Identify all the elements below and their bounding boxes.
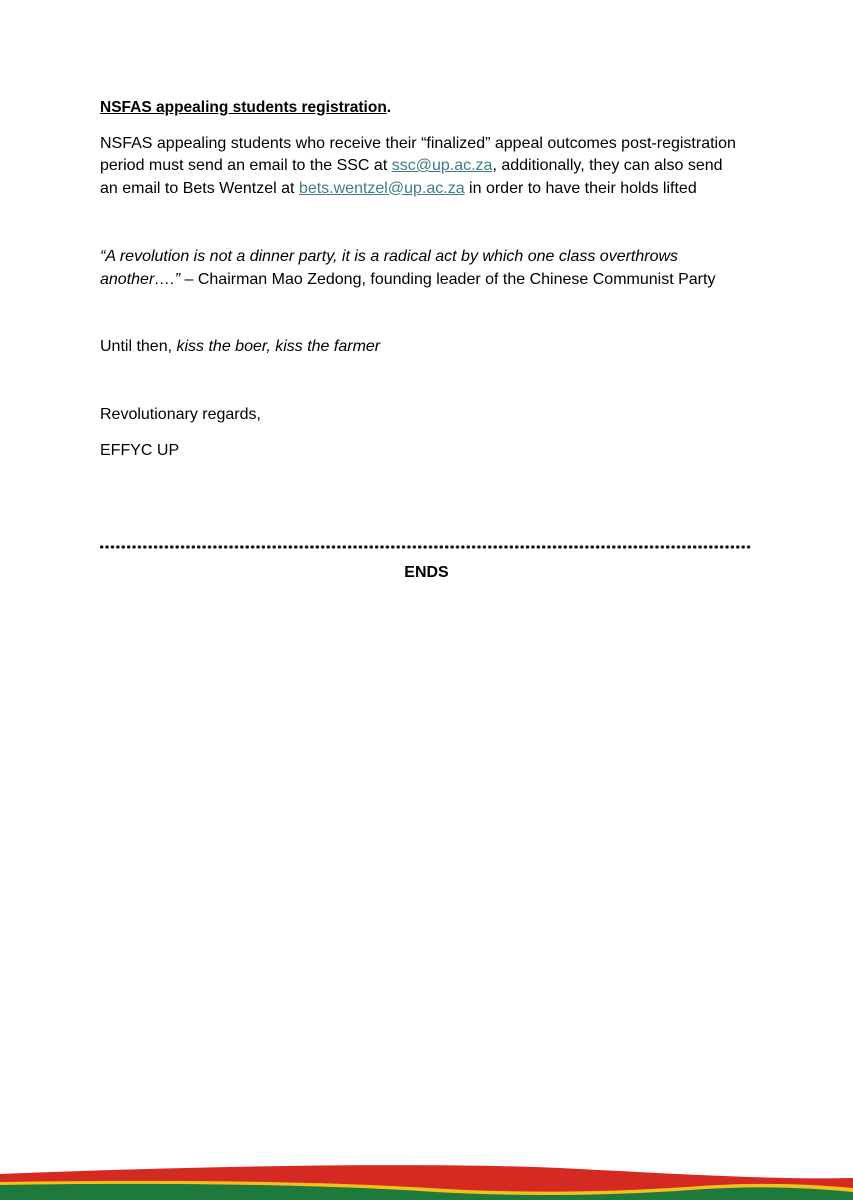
signoff-regards: Revolutionary regards, (100, 405, 261, 423)
document-body (100, 97, 740, 463)
footer-color-band (0, 1152, 853, 1200)
ends-label: ENDS (404, 564, 449, 581)
closing-prefix: Until then, (100, 338, 177, 355)
quote-text: “A revolution is not a dinner party, it is a radical act by which one class overthrows another….” (100, 248, 679, 288)
closing-slogan: kiss the boer, kiss the farmer (176, 338, 381, 355)
bets-email-link[interactable]: bets.wentzel@up.ac.za (298, 179, 465, 197)
quote-attribution: – Chairman Mao Zedong, founding leader of the Chinese Communist Party (180, 270, 716, 288)
paragraph-text-3: in order to have their holds lifted (464, 179, 697, 197)
dotted-separator (99, 544, 751, 550)
mao-quote (100, 246, 740, 291)
section-heading-period: . (386, 99, 392, 116)
section-heading-text: NSFAS appealing students registration (100, 99, 387, 116)
paragraph-text-2: , additionally, they can also send an email to Bets Wentzel at (100, 157, 723, 197)
section-heading (100, 97, 740, 120)
paragraph-text-1: NSFAS appealing students who receive their “finalized” appeal outcomes post-registration period must send an email to the SSC at (100, 134, 736, 174)
closing-line (100, 336, 740, 359)
ssc-email-link[interactable]: ssc@up.ac.za (391, 157, 493, 174)
signoff-signature: EFFYC UP (100, 442, 180, 459)
nsfas-paragraph (100, 133, 740, 201)
